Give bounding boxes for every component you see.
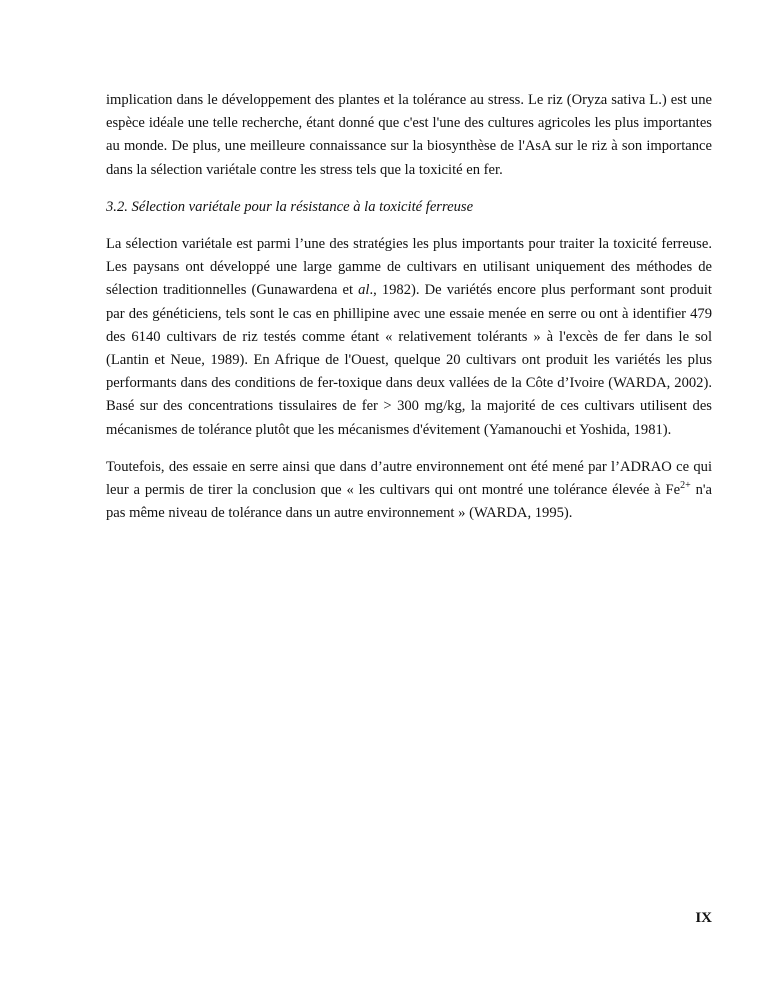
section-heading: 3.2. Sélection variétale pour la résistance à la toxicité ferreuse xyxy=(106,198,474,215)
paragraph-selection xyxy=(106,233,712,442)
paragraph-conclusion-text-1: Toutefois, des essaie en serre ainsi que dans d’autre environnement ont été mené par l’ADRAO ce qui leur a permis de tirer la conclusion que « les cultivars qui ont montré une tolérance élevée à Fe xyxy=(106,458,712,499)
paragraph-selection-text-2: ., 1982). De variétés encore plus performant sont produit par des généticiens, tels sont le cas en phillipine avec une essaie menée en serre ou ont à identifier 479 des 6140 cultivars de riz testés comme étant « relativement tolérants » à l'excès de fer dans le sol (Lantin et Neue, 1989). En Afrique de l'Ouest, quelque 20 cultivars ont produit les variétés les plus performants dans des conditions de fer-toxique dans deux vallées de la Côte d’Ivoire (WARDA, 2002). Basé sur des concentrations tissulaires de fer > 300 mg/kg, la majorité de ces cultivars utilisent des mécanismes de tolérance plutôt que les mécanismes d'évitement (Yamanouchi et Yoshida, 1981). xyxy=(106,282,712,438)
paragraph-selection-text-1: La sélection variétale est parmi l’une des stratégies les plus importants pour traiter la toxicité ferreuse. Les paysans ont développé une large gamme de cultivars en utilisant uniquement des méthodes de sélection traditionnelles (Gunawardena et xyxy=(106,236,712,299)
paragraph-conclusion xyxy=(106,456,712,526)
iron-ion-superscript: 2+ xyxy=(680,480,691,492)
citation-italic-al: al xyxy=(358,282,370,299)
page-number: IX xyxy=(695,910,712,926)
paragraph-conclusion-text-2: n'a pas même niveau de tolérance dans un autre environnement » (WARDA, 1995). xyxy=(106,482,712,522)
document-body xyxy=(106,89,712,539)
paragraph-intro: implication dans le développement des plantes et la tolérance au stress. Le riz (Oryza sativa L.) est une espèce idéale une telle recherche, étant donné que c'est l'une des cultures agricoles les plus importantes au monde. De plus, une meilleure connaissance sur la biosynthèse de l'AsA sur le riz à son importance dans la sélection variétale contre les stress tels que la toxicité en fer. xyxy=(106,92,712,178)
